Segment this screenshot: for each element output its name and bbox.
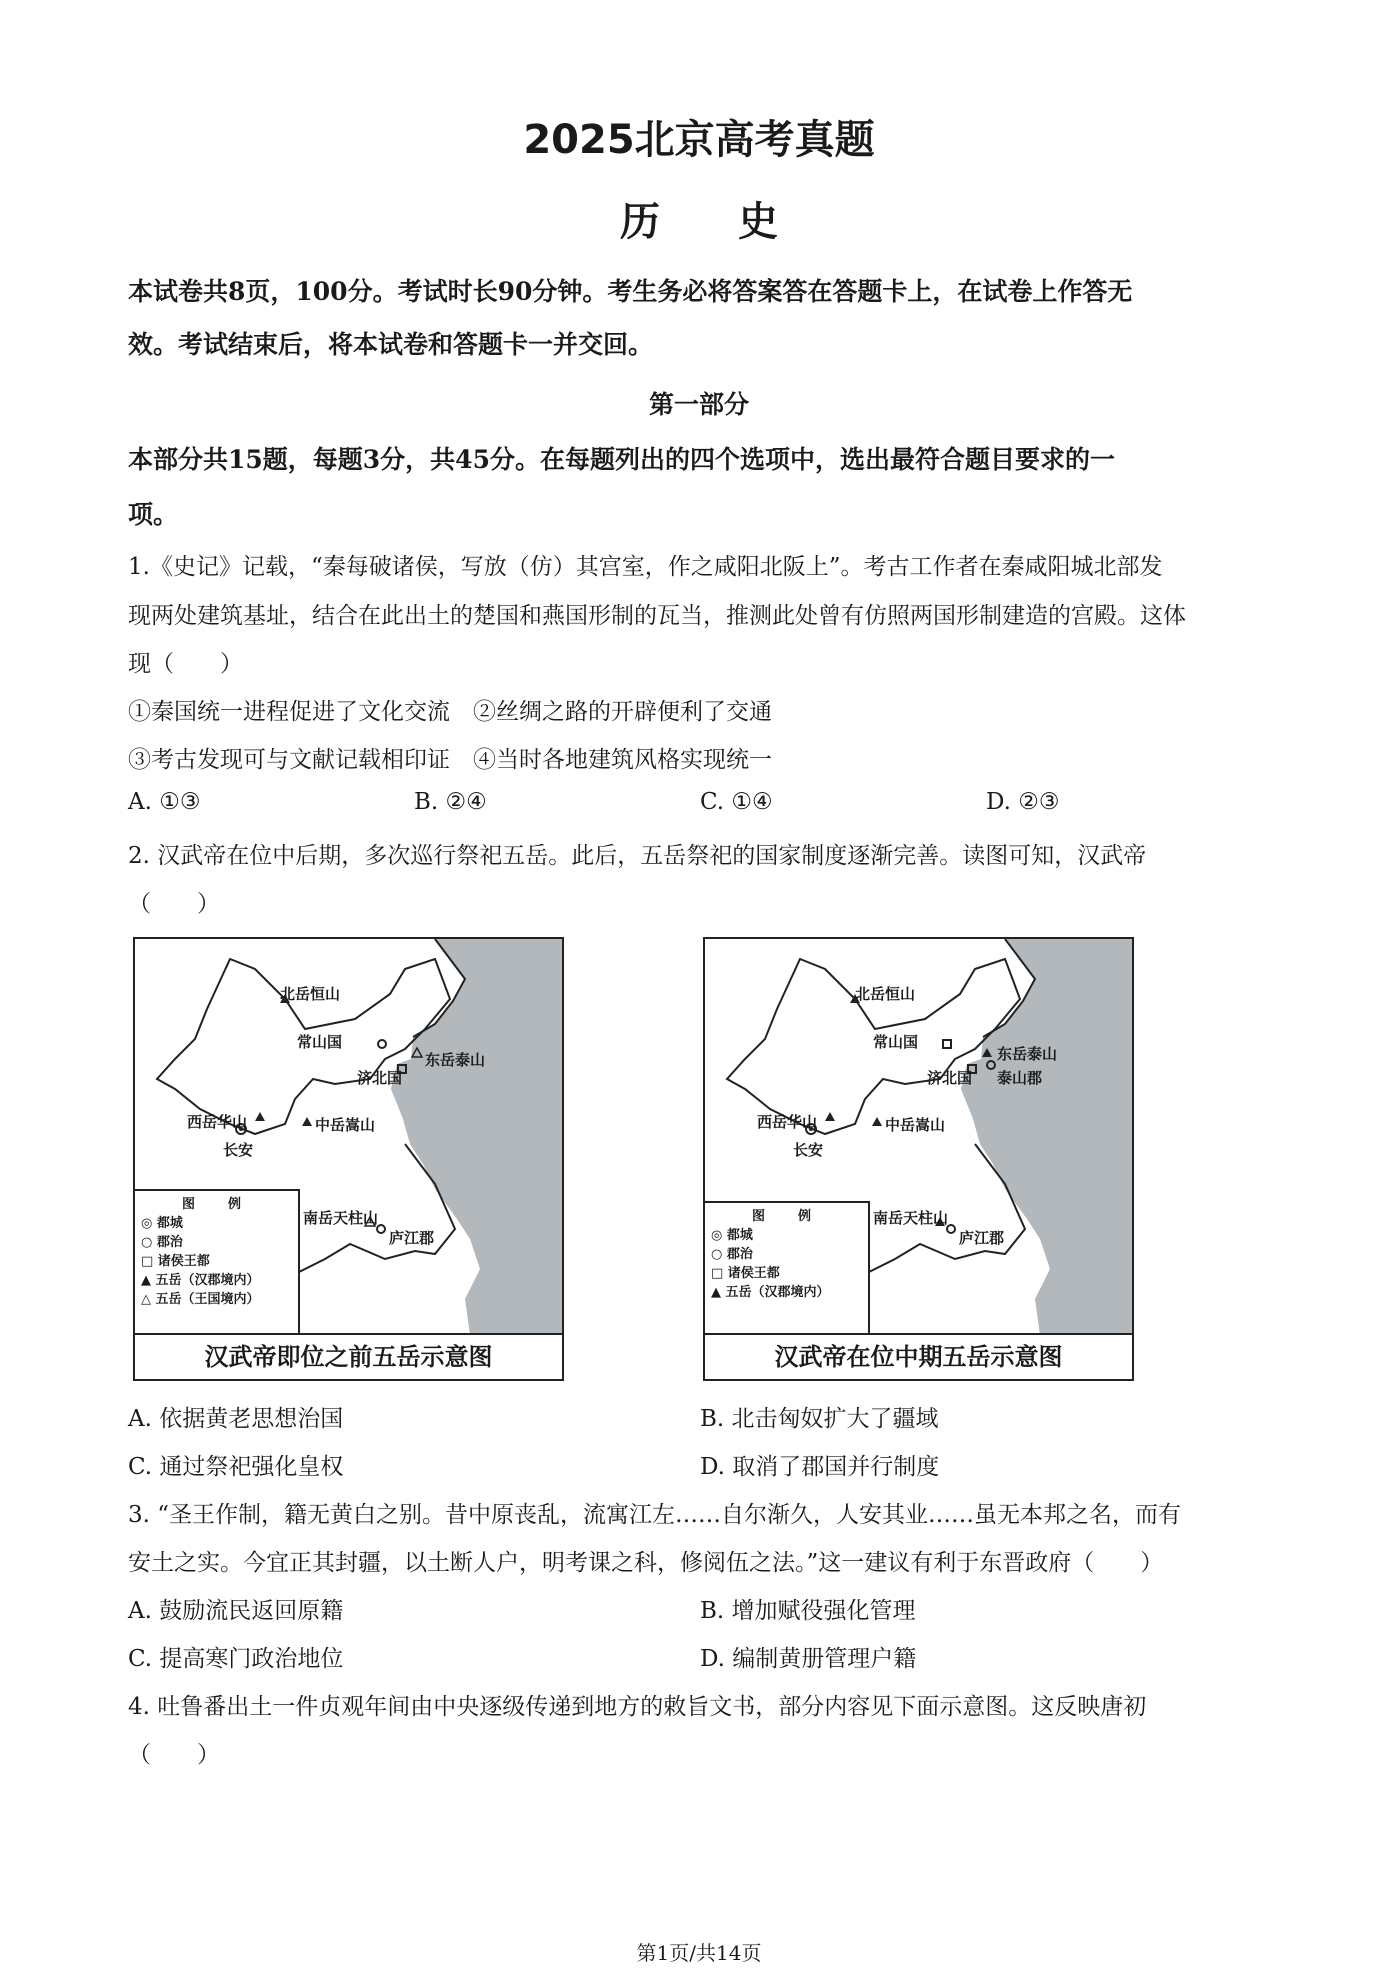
map2-label-north-mountain: 北岳恒山 (855, 985, 916, 1003)
map2-legend-commandery: ○ 郡治 (711, 1247, 753, 1262)
map1-legend-kingdom: □ 诸侯王都 (141, 1254, 210, 1269)
map-mid-reign (703, 937, 1134, 1381)
q1-option-d: D. ②③ (986, 789, 1060, 815)
page-number: 第1页/共14页 (636, 1941, 762, 1965)
map1-label-north-mountain: 北岳恒山 (280, 985, 341, 1003)
map2-legend-title: 图 例 (751, 1209, 821, 1224)
map1-label-jibei: 济北国 (357, 1069, 403, 1087)
section-title: 第一部分 (648, 390, 749, 419)
q1-option-a: A. ①③ (128, 789, 201, 815)
map2-legend-capital: ◎ 都城 (711, 1228, 753, 1243)
map2-label-south-mountain: 南岳天柱山 (873, 1209, 949, 1227)
map1-legend-capital: ◎ 都城 (141, 1216, 183, 1231)
section-desc-2: 项。 (128, 500, 179, 529)
map1-legend-title: 图 例 (181, 1197, 251, 1212)
subject-title: 历史 (620, 199, 856, 245)
q2-line-2: （ ） (128, 891, 220, 917)
q1-line-2: 现两处建筑基址，结合在此出土的楚国和燕国形制的瓦当，推测此处曾有仿照两国形制建造的宫殿。这体 (128, 603, 1186, 629)
map1-label-lujiang: 庐江郡 (389, 1229, 435, 1247)
q4-line-2: （ ） (128, 1742, 220, 1768)
q1-statement-2: ③考古发现可与文献记载相印证 ④当时各地建筑风格实现统一 (128, 747, 772, 773)
q3-option-b: B. 增加赋役强化管理 (700, 1598, 916, 1624)
q1-option-b: B. ②④ (414, 789, 487, 815)
q3-option-d: D. 编制黄册管理户籍 (700, 1646, 917, 1672)
q3-option-a: A. 鼓励流民返回原籍 (128, 1598, 344, 1624)
q2-option-c: C. 通过祭祀强化皇权 (128, 1454, 344, 1480)
map2-caption: 汉武帝在位中期五岳示意图 (705, 1333, 1132, 1379)
map2-label-central-mountain: 中岳嵩山 (885, 1116, 946, 1134)
map1-label-changshan: 常山国 (297, 1033, 343, 1051)
q4-line-1: 4. 吐鲁番出土一件贞观年间由中央逐级传递到地方的敕旨文书，部分内容见下面示意图。这反映唐初 (128, 1694, 1147, 1720)
map1-legend-mountain-han: ▲ 五岳（汉郡境内） (141, 1273, 260, 1288)
map1-legend (135, 1189, 300, 1335)
map2-legend-kingdom: □ 诸侯王都 (711, 1266, 780, 1281)
q3-line-2: 安土之实。今宜正其封疆，以土断人户，明考课之科，修阅伍之法。”这一建议有利于东晋政府（ ） (128, 1550, 1164, 1576)
map-before-accession (133, 937, 564, 1381)
q2-option-b: B. 北击匈奴扩大了疆域 (700, 1406, 939, 1432)
q1-statement-1: ①秦国统一进程促进了文化交流 ②丝绸之路的开辟便利了交通 (128, 699, 772, 725)
intro-line-1: 本试卷共8页，100分。考试时长90分钟。考生务必将答案答在答题卡上，在试卷上作答无 (128, 277, 1133, 306)
intro-line-2: 效。考试结束后，将本试卷和答题卡一并交回。 (128, 330, 654, 359)
q1-line-3: 现（ ） (128, 651, 243, 677)
map2-label-jibei: 济北国 (927, 1069, 973, 1087)
exam-title: 2025北京高考真题 (523, 117, 875, 163)
map2-label-capital: 长安 (793, 1141, 824, 1159)
map2-label-lujiang: 庐江郡 (959, 1229, 1005, 1247)
map2-label-taishan-commandery: 泰山郡 (997, 1069, 1043, 1087)
map2-label-changshan: 常山国 (873, 1033, 919, 1051)
map2-label-west-mountain: 西岳华山 (757, 1113, 818, 1131)
map1-label-capital: 长安 (223, 1141, 254, 1159)
section-desc-1: 本部分共15题，每题3分，共45分。在每题列出的四个选项中，选出最符合题目要求的一 (128, 445, 1115, 474)
q3-option-c: C. 提高寒门政治地位 (128, 1646, 344, 1672)
q2-line-1: 2. 汉武帝在位中后期，多次巡行祭祀五岳。此后，五岳祭祀的国家制度逐渐完善。读图可知，汉武帝 (128, 843, 1147, 869)
q1-line-1: 1.《史记》记载，“秦每破诸侯，写放（仿）其宫室，作之咸阳北阪上”。考古工作者在秦咸阳城北部发 (128, 554, 1163, 580)
map1-label-east-mountain: 东岳泰山 (425, 1051, 486, 1069)
map1-label-south-mountain: 南岳天柱山 (303, 1209, 379, 1227)
map1-legend-mountain-kingdom: △ 五岳（王国境内） (141, 1292, 260, 1307)
q2-option-a: A. 依据黄老思想治国 (128, 1406, 344, 1432)
map1-legend-commandery: ○ 郡治 (141, 1235, 183, 1250)
q3-line-1: 3. “圣王作制，籍无黄白之别。昔中原丧乱，流寓江左……自尔渐久，人安其业……虽无本邦之名，而有 (128, 1502, 1182, 1528)
map2-legend-mountain-han: ▲ 五岳（汉郡境内） (711, 1285, 830, 1300)
map1-label-central-mountain: 中岳嵩山 (315, 1116, 376, 1134)
q1-option-c: C. ①④ (700, 789, 773, 815)
map2-legend (705, 1201, 870, 1335)
map2-label-east-mountain: 东岳泰山 (997, 1045, 1058, 1063)
map1-caption: 汉武帝即位之前五岳示意图 (135, 1333, 562, 1379)
map1-label-west-mountain: 西岳华山 (187, 1113, 248, 1131)
q2-option-d: D. 取消了郡国并行制度 (700, 1454, 940, 1480)
